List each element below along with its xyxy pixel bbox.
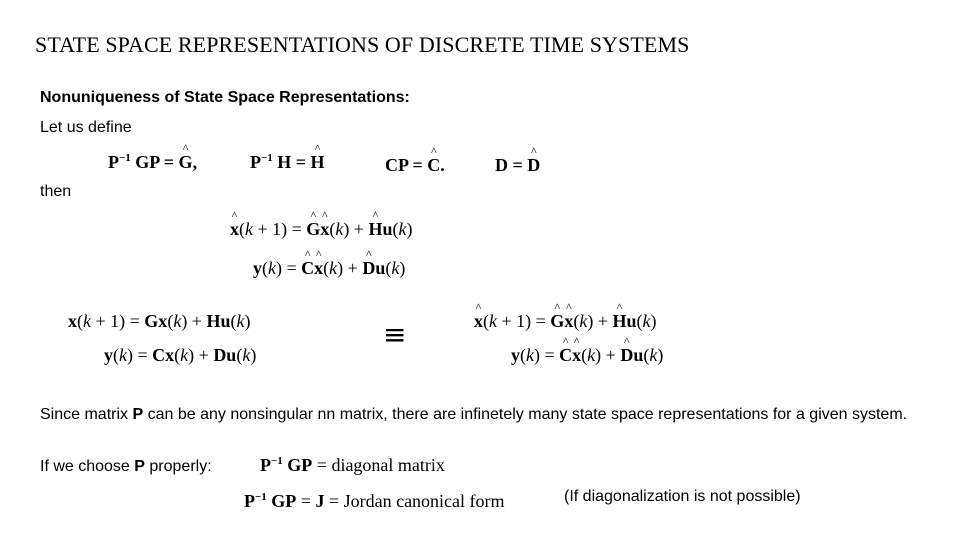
original-state-eq: x(k + 1) = Gx(k) + Hu(k): [68, 311, 251, 331]
equiv-output-eq: y(k) = ^ C^ x(k) + ^ Du(k): [511, 345, 663, 366]
diagonal-eq: $P^{-1}$ GP = diagonal matrix: [260, 455, 445, 475]
def-d: D = ^ D: [495, 155, 540, 176]
original-output-eq: y(k) = Cx(k) + Du(k): [104, 345, 257, 365]
def-g: $P^{-1}$ GP = ^ G,: [108, 152, 197, 173]
choose-text: If we choose P properly:: [40, 458, 212, 475]
since-paragraph: Since matrix P can be any nonsingular nn matrix, there are infinetely many state space representations for a given system.: [40, 406, 908, 423]
transformed-output-eq: y(k) = ^ C^ x(k) + ^ Du(k): [253, 258, 405, 279]
transformed-state-eq: ^ x(k + 1) = ^ G^ x(k) + ^ Hu(k): [230, 219, 413, 240]
slide-title: STATE SPACE REPRESENTATIONS OF DISCRETE TIME SYSTEMS: [35, 32, 690, 57]
equivalence-symbol: ≡: [383, 318, 407, 351]
jordan-eq: $P^{-1}$ GP = J = Jordan canonical form: [244, 491, 505, 511]
def-c: CP = ^ C.: [385, 155, 445, 176]
define-text: Let us define: [40, 119, 132, 136]
equiv-state-eq: ^ x(k + 1) = ^ G^ x(k) + ^ Hu(k): [474, 311, 657, 332]
then-text: then: [40, 183, 72, 200]
section-heading: Nonuniqueness of State Space Representations:: [40, 89, 410, 106]
diagonalization-note: (If diagonalization is not possible): [564, 488, 801, 505]
def-h: $P^{-1}$ H = ^ H: [250, 152, 325, 173]
